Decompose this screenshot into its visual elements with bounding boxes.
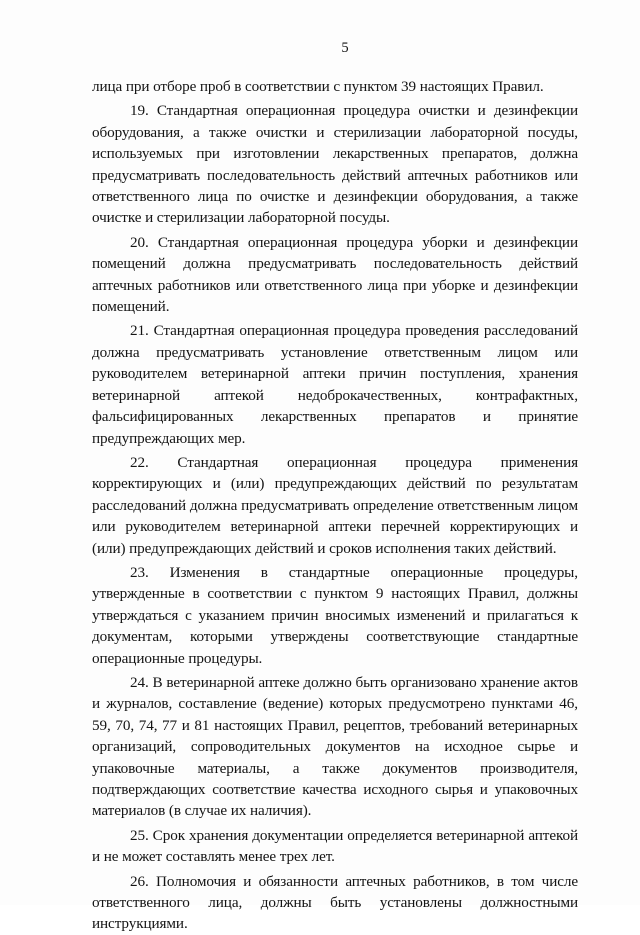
paragraph-25: 25. Срок хранения документации определяется ветеринарной аптекой и не может составлять менее трех лет. xyxy=(92,826,578,866)
paragraph-20: 20. Стандартная операционная процедура уборки и дезинфекции помещений должна предусматривать последовательность действий аптечных работников или ответственного лица при уборке и дезинфекции помещений. xyxy=(92,233,578,316)
paragraph-continuation: лица при отборе проб в соответствии с пунктом 39 настоящих Правил. xyxy=(92,78,544,95)
paragraph-22: 22. Стандартная операционная процедура применения корректирующих и (или) предупреждающих действий по результатам расследований должна предусматривать определение ответственным лицом или руководителем ветеринарной аптеки перечней корректирующих и (или) предупреждающих действий и сроков исполнения таких действий. xyxy=(92,453,578,557)
paragraph-23: 23. Изменения в стандартные операционные процедуры, утвержденные в соответствии с пунктом 9 настоящих Правил, должны утверждаться с указанием причин вносимых изменений и прилагаться к документам, которыми утверждены соответствующие стандартные операционные процедуры. xyxy=(92,563,578,667)
page-number: 5 xyxy=(341,40,349,56)
paragraph-21: 21. Стандартная операционная процедура проведения расследований должна предусматривать установление ответственным лицом или руководителем ветеринарной аптеки причин поступления, хранения ветеринарной аптекой недоброкачественных, контрафактных, фальсифицированных лекарственных препаратов и принятие предупреждающих мер. xyxy=(92,322,578,447)
paragraph-26: 26. Полномочия и обязанности аптечных работников, в том числе ответственного лица, должны быть установлены должностными инструкциями. xyxy=(92,872,578,933)
paragraph-24: 24. В ветеринарной аптеке должно быть организовано хранение актов и журналов, составление (ведение) которых предусмотрено пунктами 46, 59, 70, 74, 77 и 81 настоящих Правил, рецептов, требований ветеринарных организаций, сопроводительных документов на исходное сырье и упаковочные материалы, а также документов производителя, подтверждающих соответствие качества исходного сырья и упаковочных материалов (в случае их наличия). xyxy=(92,673,578,820)
paragraph-19: 19. Стандартная операционная процедура очистки и дезинфекции оборудования, а также очистки и стерилизации лабораторной посуды, используемых при изготовлении лекарственных препаратов, должна предусматривать последовательность действий аптечных работников или ответственного лица по очистке и дезинфекции оборудования, а также очистке и стерилизации лабораторной посуды. xyxy=(92,102,578,227)
